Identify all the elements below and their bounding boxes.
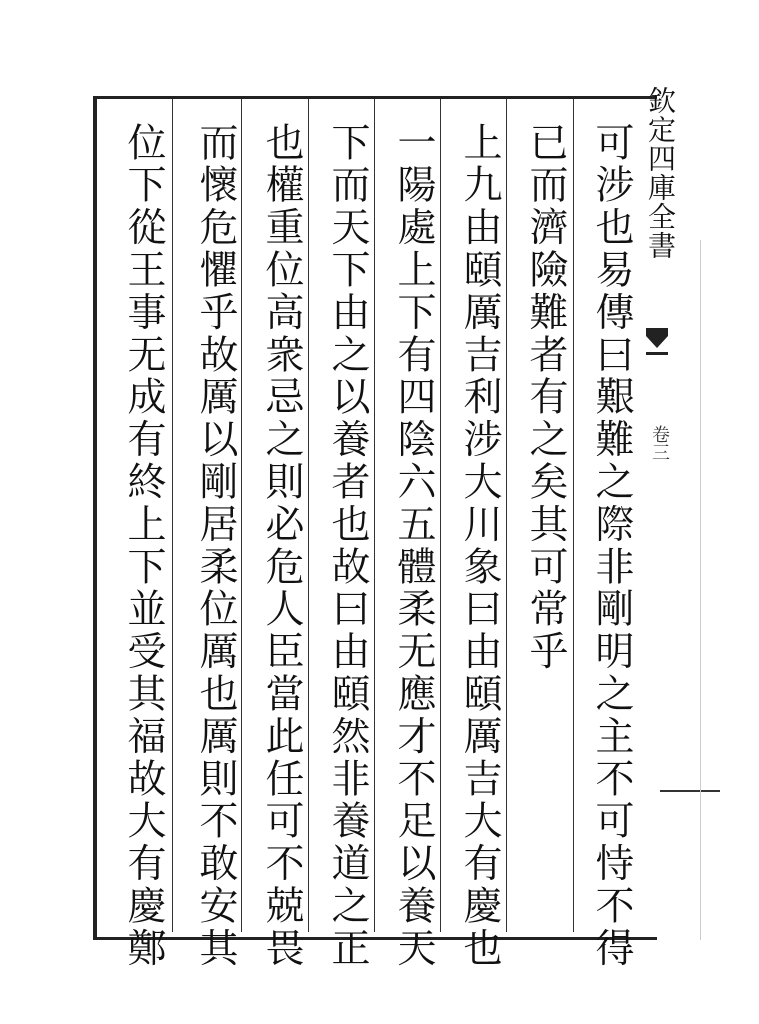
book-title-header: 欽定四庫全書 (644, 86, 677, 260)
text-column-7: 而懷危懼乎故厲以剛居柔位厲也厲則不敢安其 (193, 122, 238, 970)
column-divider (573, 99, 574, 932)
text-column-5: 下而天下由之以養者也故曰由頤然非養道之正 (325, 122, 370, 970)
text-column-8: 位下從王事无成有終上下並受其福故大有慶鄭 (121, 122, 166, 970)
column-divider (172, 99, 173, 932)
column-divider (241, 99, 242, 932)
column-divider (374, 99, 375, 932)
page-edge (700, 240, 701, 940)
column-divider (506, 99, 507, 932)
text-column-3: 上九由頤厲吉利涉大川象曰由頤厲吉大有慶也 (457, 122, 502, 970)
column-divider (440, 99, 441, 932)
volume-label: 卷三 (649, 425, 670, 461)
text-column-4: 一陽處上下有四陰六五體柔无應才不足以養天 (391, 122, 436, 970)
margin-rule (660, 790, 720, 792)
text-column-6: 也權重位高衆忌之則必危人臣當此任可不兢畏 (259, 122, 304, 970)
text-column-2: 已而濟險難者有之矣其可常乎 (523, 122, 568, 674)
fish-tail-mark-icon (644, 326, 670, 360)
column-divider (308, 99, 309, 932)
text-column-1: 可涉也易傳曰艱難之際非剛明之主不可恃不得 (589, 122, 634, 970)
